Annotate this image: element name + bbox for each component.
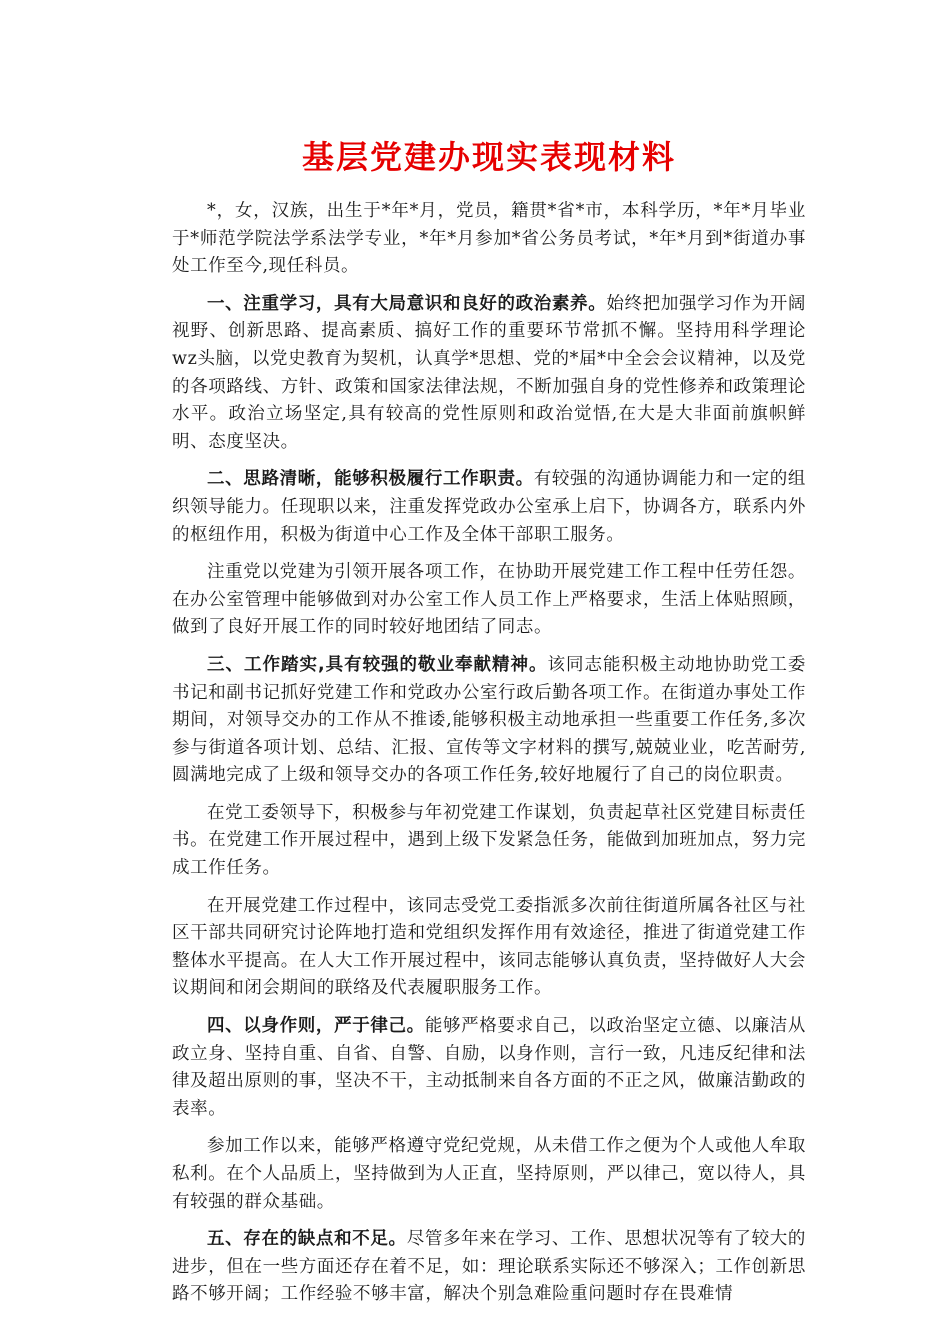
paragraph-lead: 三、工作踏实,具有较强的敬业奉献精神。 [207,654,548,675]
paragraph-text: 注重党以党建为引领开展各项工作，在协助开展党建工作工程中任劳任怨。在办公室管理中能够做到对办公室工作人员工作上严格要求，生活上体贴照顾，做到了良好开展工作的同时较好地团结了同志。 [172,562,806,638]
paragraph-text: 尽管多年来在学习、工作、思想状况等有了较大的进步，但在一些方面还存在着不足，如：理论联系实际还不够深入；工作创新思路不够开阔；工作经验不够丰富，解决个别急难险重问题时存在畏难情 [172,1229,806,1305]
paragraph-text: 在党工委领导下，积极参与年初党建工作谋划，负责起草社区党建目标责任书。在党建工作开展过程中，遇到上级下发紧急任务，能做到加班加点，努力完成工作任务。 [172,802,806,879]
paragraph-lead: 四、以身作则，严于律己。 [207,1016,425,1037]
paragraph-6 [172,800,806,883]
paragraph-9 [172,1133,806,1216]
paragraph-text: 有较强的沟通协调能力和一定的组织领导能力。任现职以来，注重发挥党政办公室承上启下，协调各方，联系内外的枢纽作用，积极为街道中心工作及全体干部职工服务。 [172,469,806,545]
document-title: 基层党建办现实表现材料 [301,138,676,176]
paragraph-3 [172,466,806,549]
paragraph-5 [172,652,806,790]
paragraph-text: 始终把加强学习作为开阔视野、创新思路、提高素质、搞好工作的重要环节常抓不懈。坚持用科学理论wz头脑，以党史教育为契机，认真学*思想、党的*届*中全会会议精神，以及党的各项路线、方针、政策和国家法律法规，不断加强自身的党性修养和政策理论水平。政治立场坚定,具有较高的党性原则和政治觉悟,在大是大非面前旗帜鲜明、态度坚决。 [172,293,806,452]
paragraph-4 [172,559,806,642]
paragraph-lead: 五、存在的缺点和不足。 [207,1229,407,1250]
paragraph-text: 参加工作以来，能够严格遵守党纪党规，从未借工作之便为个人或他人牟取私利。在个人品质上，坚持做到为人正直，坚持原则，严以律己，宽以待人，具有较强的群众基础。 [172,1136,806,1212]
paragraph-lead: 二、思路清晰，能够积极履行工作职责。 [207,469,534,490]
paragraph-text: 该同志能积极主动地协助党工委书记和副书记抓好党建工作和党政办公室行政后勤各项工作。在街道办事处工作期间，对领导交办的工作从不推诿,能够积极主动地承担一些重要工作任务,多次参与街道各项计划、总结、汇报、宣传等文字材料的撰写,兢兢业业，吃苦耐劳,圆满地完成了上级和领导交办的各项工作任务,较好地履行了自己的岗位职责。 [172,654,806,786]
paragraph-text: 在开展党建工作过程中，该同志受党工委指派多次前往街道所属各社区与社区干部共同研究讨论阵地打造和党组织发挥作用有效途径，推进了街道党建工作整体水平提高。在人大工作开展过程中，该同志能够认真负责，坚持做好人大会议期间和闭会期间的联络及代表履职服务工作。 [172,895,806,999]
paragraph-7 [172,893,806,1003]
paragraph-lead: 一、注重学习，具有大局意识和良好的政治素养。 [207,293,607,314]
paragraph-8 [172,1013,806,1123]
paragraph-10 [172,1226,806,1309]
paragraph-text: 能够严格要求自己，以政治坚定立德、以廉洁从政立身、坚持自重、自省、自警、自励，以身作则，言行一致，凡违反纪律和法律及超出原则的事，坚决不干，主动抵制来自各方面的不正之风，做廉洁勤政的表率。 [172,1016,806,1119]
paragraph-2 [172,291,806,457]
paragraph-text: *，女，汉族，出生于*年*月，党员，籍贯*省*市，本科学历，*年*月毕业于*师范学院法学系法学专业，*年*月参加*省公务员考试，*年*月到*街道办事处工作至今,现任科员。 [172,201,806,277]
paragraph-1 [172,198,806,281]
document-page [172,128,806,1319]
